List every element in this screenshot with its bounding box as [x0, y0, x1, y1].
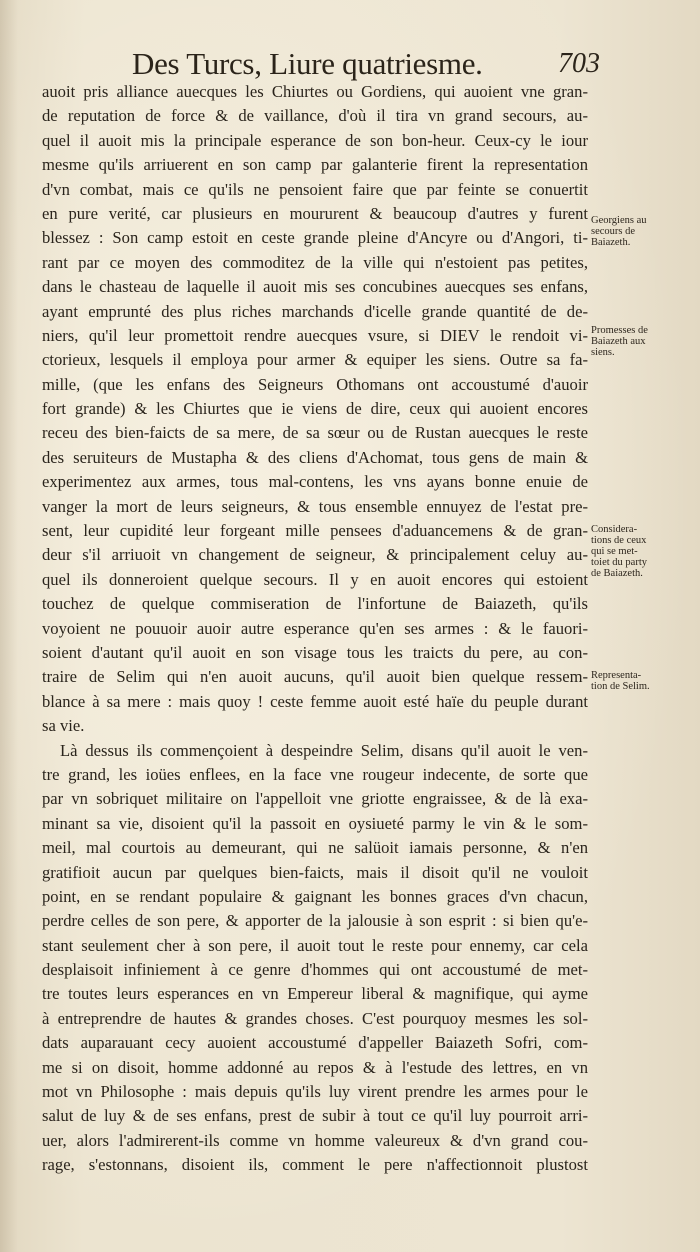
page-gutter-shadow	[0, 0, 18, 1252]
text-line: à entreprendre de hautes & grandes choses. C'est pourquoy mesmes les sol-	[42, 1008, 588, 1028]
text-line: deur s'il arriuoit vn changement de seigneur, & principalement celuy au-	[42, 545, 588, 565]
text-line: rage, s'estonnans, disoient ils, comment le pere n'affectionnoit plustost	[42, 1155, 588, 1175]
text-line: sent, leur cupidité leur forgeant mille pensees d'aduancemens & de gran-	[42, 521, 588, 541]
text-line: traire de Selim qui n'en auoit aucuns, qu'il auoit bien quelque ressem-	[42, 667, 588, 687]
margin-note: Representa- tion de Selim.	[591, 670, 650, 692]
text-line: tre grand, les ioües enflees, en la face vne rougeur indecente, de sorte que	[42, 764, 588, 784]
text-line: tre toutes leurs esperances en vn Empereur liberal & magnifique, qui ayme	[42, 984, 588, 1004]
text-line: voyoient ne pouuoir auoir autre esperance qu'en ses armes : & le fauori-	[42, 618, 588, 638]
text-line: d'vn combat, mais ce qu'ils ne pensoient faire que par feinte se conuertit	[42, 179, 588, 199]
text-line: rant par ce moyen des commoditez de la ville qui n'estoient pas petites,	[42, 252, 588, 272]
text-line: point, en se rendant populaire & gaignant les bonnes graces d'vn chacun,	[42, 886, 588, 906]
text-line: vanger la mort de leurs seigneurs, & tous ensemble ennuyez de l'estat pre-	[42, 496, 588, 516]
text-line: fort grande) & les Chiurtes que ie viens de dire, ceux qui auoient encores	[42, 399, 588, 419]
text-line: en pure verité, car plusieurs en moururent & beaucoup d'autres y furent	[42, 203, 588, 223]
text-line: minant sa vie, disoient qu'il la passoit en oysiueté parmy le vin & le som-	[42, 813, 588, 833]
text-line: experimentez aux armes, tous mal-contens, les vns ayans bonne enuie de	[42, 472, 588, 492]
margin-note: Considera- tions de ceux qui se met- toiet du party de Baiazeth.	[591, 524, 647, 579]
text-line: perdre celles de son pere, & apporter de la jalousie à son esprit : si bien qu'e-	[42, 911, 588, 931]
text-line: dans le chasteau de laquelle il auoit mis ses concubines auecques ses enfans,	[42, 277, 588, 297]
margin-note: Georgiens au secours de Baiazeth.	[591, 215, 647, 248]
text-line: des seruiteurs de Mustapha & des cliens d'Achomat, tous gens de main &	[42, 447, 588, 467]
text-line: par vn sobriquet militaire on l'appelloit vne griotte engraissee, & de là exa-	[42, 789, 588, 809]
text-line: meil, mal courtois au demeurant, qui ne salüoit iamais personne, & n'en	[42, 838, 588, 858]
page-number: 703	[558, 48, 600, 79]
text-line: receu des bien-faicts de sa mere, de sa sœur ou de Rustan auecques le reste	[42, 423, 588, 443]
text-line: quel ils donneroient quelque secours. Il y en auoit encores qui estoient	[42, 569, 588, 589]
text-line: auoit pris alliance auecques les Chiurtes ou Gordiens, qui auoient vne gran-	[42, 82, 588, 101]
text-line: mille, (que les enfans des Seigneurs Othomans ont accoustumé d'auoir	[42, 374, 588, 394]
text-line: mesme qu'ils arriuerent en son camp par galanterie firent la representation	[42, 155, 588, 175]
text-line: niers, qu'il leur promettoit rendre auecques vsure, si DIEV le rendoit vi-	[42, 325, 588, 345]
text-line: desplaisoit infiniement à ce genre d'hommes qui ont accoustumé de met-	[42, 960, 588, 980]
text-line: quel il auoit mis la principale esperance de son bon-heur. Ceux-cy le iour	[42, 130, 588, 150]
paragraph-start-line: Là dessus ils commençoient à despeindre Selim, disans qu'il auoit le ven-	[60, 740, 588, 760]
text-line: uer, alors l'admirerent-ils comme vn homme valeureux & d'vn grand cou-	[42, 1130, 588, 1150]
text-line: ctorieux, lesquels il employa pour armer & equiper les siens. Outre sa fa-	[42, 350, 588, 370]
running-title: Des Turcs, Liure quatriesme.	[132, 46, 483, 81]
text-line: touchez de quelque commiseration de l'infortune de Baiazeth, qu'ils	[42, 594, 588, 614]
text-line: me si on disoit, homme addonné au repos & à l'estude des lettres, en vn	[42, 1057, 588, 1077]
text-line: de reputation de force & de vaillance, d'où il tira vn grand secours, au-	[42, 106, 588, 126]
text-line: blance à sa mere : mais quoy ! ceste femme auoit esté haïe du peuple durant	[42, 691, 588, 711]
text-line: soient d'autant qu'il auoit en son visage tous les traicts du pere, au con-	[42, 642, 588, 662]
text-line: dats auparauant cecy auoient accoustumé d'appeller Baiazeth Sofri, com-	[42, 1033, 588, 1053]
paragraph-end-line: sa vie.	[42, 716, 85, 736]
text-line: gratifioit aucun par quelques bien-faicts, mais il disoit qu'il ne vouloit	[42, 862, 588, 882]
margin-note: Promesses de Baiazeth aux siens.	[591, 325, 648, 358]
text-line: ayant emprunté des plus riches marchands d'icelle grande quantité de de-	[42, 301, 588, 321]
text-line: mot vn Philosophe : mais depuis qu'ils luy virent prendre les armes pour le	[42, 1082, 588, 1102]
text-line: blessez : Son camp estoit en ceste grande pleine d'Ancyre ou d'Angori, ti-	[42, 228, 588, 248]
text-line: salut de luy & de ses enfans, prest de subir à tout ce qu'il luy pourroit arri-	[42, 1106, 588, 1126]
text-line: stant seulement cher à son pere, il auoit tout le reste pour ennemy, car cela	[42, 935, 588, 955]
body-text	[42, 80, 588, 1178]
